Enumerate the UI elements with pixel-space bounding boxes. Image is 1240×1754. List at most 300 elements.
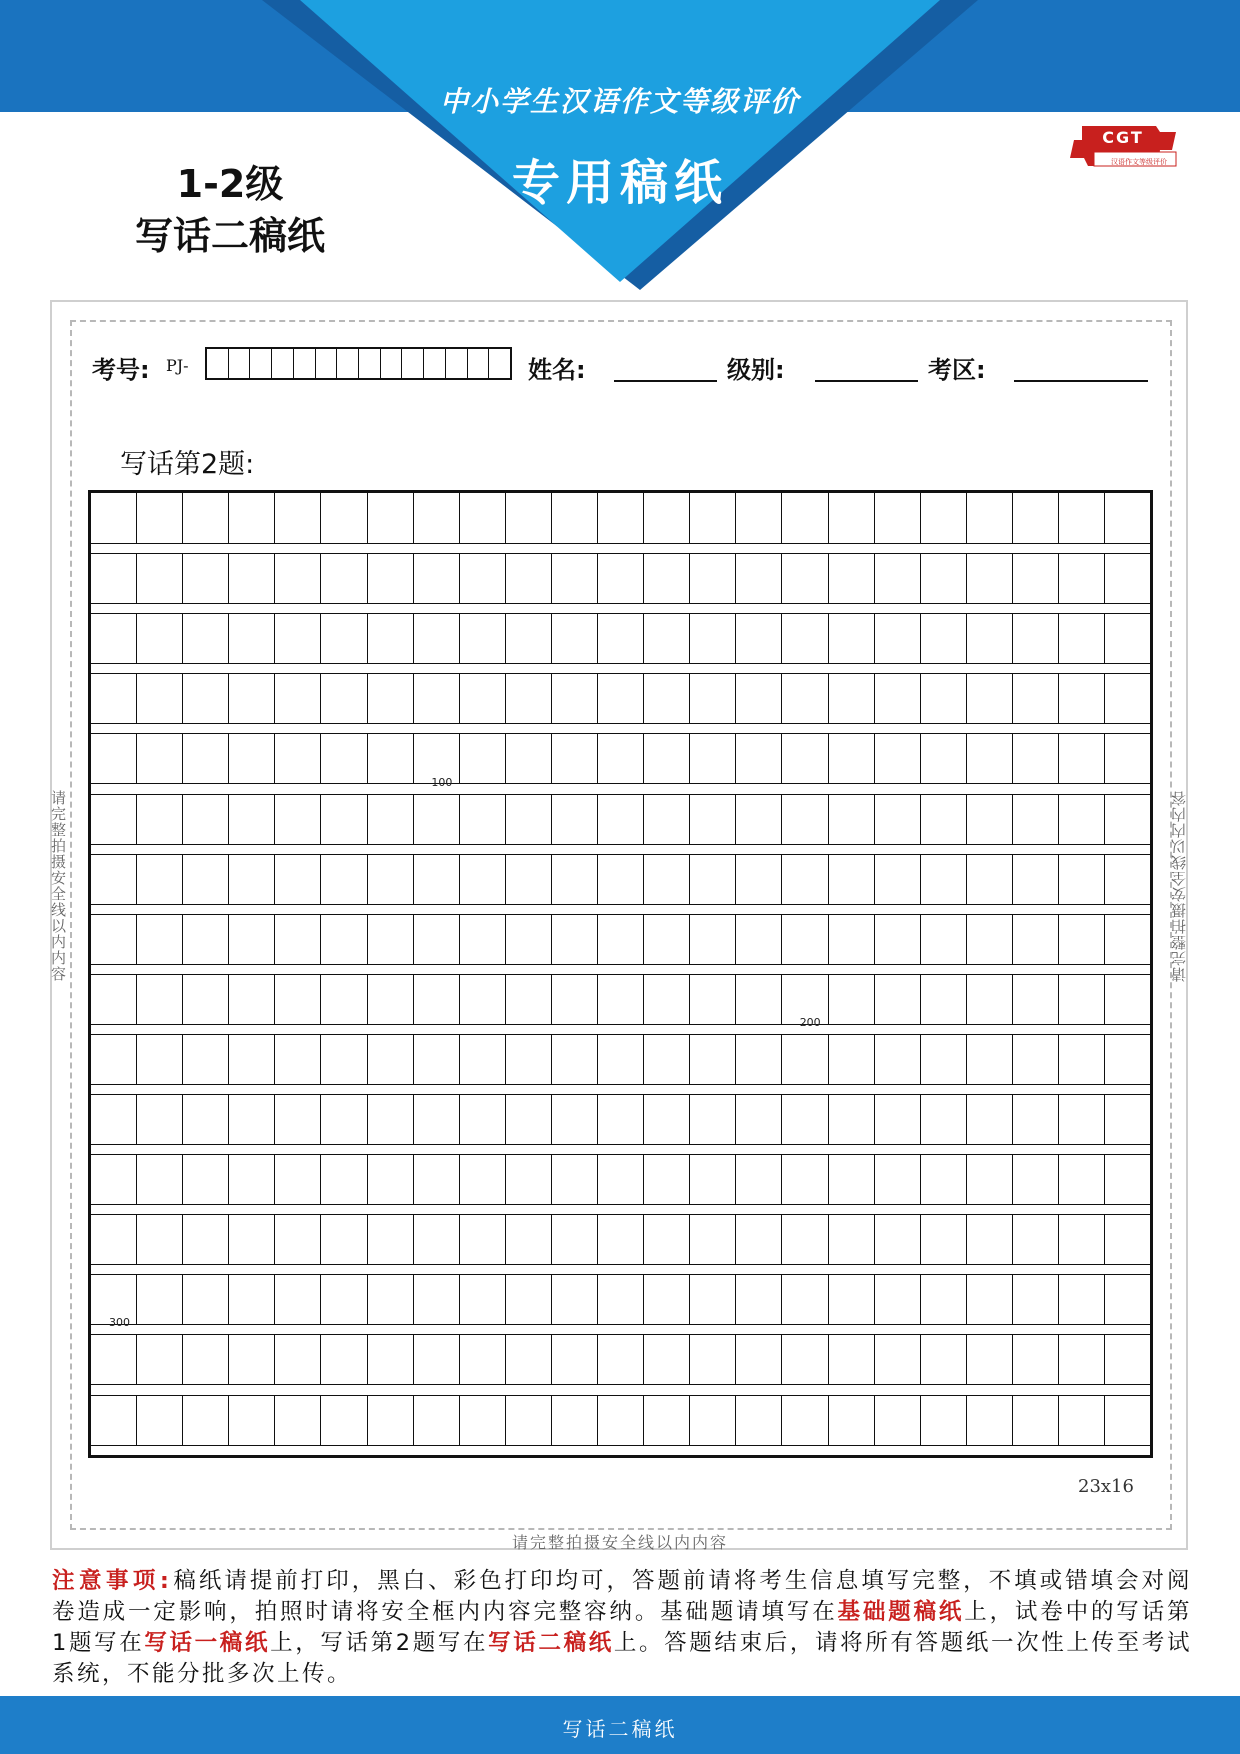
grid-cell[interactable] — [460, 1095, 506, 1144]
grid-cell[interactable] — [598, 554, 644, 603]
grid-cell[interactable] — [506, 493, 552, 543]
grid-cell[interactable] — [598, 1335, 644, 1384]
grid-cell[interactable] — [183, 975, 229, 1024]
grid-cell[interactable] — [414, 1275, 460, 1324]
grid-cell[interactable] — [229, 975, 275, 1024]
grid-cell[interactable] — [1013, 1335, 1059, 1384]
grid-cell[interactable] — [598, 674, 644, 723]
grid-cell[interactable] — [1013, 614, 1059, 663]
grid-cell[interactable] — [690, 1335, 736, 1384]
grid-cell[interactable] — [1013, 674, 1059, 723]
grid-cell[interactable] — [460, 554, 506, 603]
grid-cell[interactable] — [229, 1215, 275, 1264]
grid-cell[interactable] — [368, 1035, 414, 1084]
grid-cell[interactable] — [875, 614, 921, 663]
grid-cell[interactable] — [414, 915, 460, 964]
grid-cell[interactable] — [321, 1035, 367, 1084]
grid-cell[interactable] — [460, 674, 506, 723]
grid-cell[interactable] — [460, 734, 506, 783]
grid-cell[interactable] — [1105, 674, 1150, 723]
grid-cell[interactable] — [183, 493, 229, 543]
grid-cell[interactable] — [644, 734, 690, 783]
grid-cell[interactable] — [644, 855, 690, 904]
grid-cell[interactable] — [321, 493, 367, 543]
grid-cell[interactable] — [921, 734, 967, 783]
writing-grid[interactable] — [88, 490, 1153, 1458]
grid-cell[interactable] — [229, 855, 275, 904]
grid-cell[interactable] — [690, 614, 736, 663]
grid-cell[interactable] — [967, 1335, 1013, 1384]
grid-cell[interactable] — [921, 1275, 967, 1324]
grid-cell[interactable] — [967, 493, 1013, 543]
grid-cell[interactable] — [275, 734, 321, 783]
grade-field[interactable] — [815, 380, 918, 382]
grid-cell[interactable] — [506, 915, 552, 964]
grid-cell[interactable] — [552, 614, 598, 663]
grid-cell[interactable] — [137, 1155, 183, 1204]
grid-cell[interactable] — [1013, 554, 1059, 603]
grid-cell[interactable] — [598, 734, 644, 783]
grid-cell[interactable] — [1105, 734, 1150, 783]
name-field[interactable] — [614, 380, 717, 382]
grid-cell[interactable] — [368, 493, 414, 543]
grid-cell[interactable] — [552, 493, 598, 543]
grid-cell[interactable] — [690, 915, 736, 964]
grid-cell[interactable] — [321, 1095, 367, 1144]
grid-cell[interactable] — [506, 1215, 552, 1264]
grid-cell[interactable] — [506, 554, 552, 603]
district-field[interactable] — [1014, 380, 1148, 382]
grid-cell[interactable] — [644, 1275, 690, 1324]
grid-cell[interactable] — [460, 1396, 506, 1445]
grid-cell[interactable] — [460, 795, 506, 844]
grid-cell[interactable] — [736, 855, 782, 904]
grid-cell[interactable] — [183, 734, 229, 783]
grid-cell[interactable] — [736, 674, 782, 723]
grid-cell[interactable] — [414, 1215, 460, 1264]
grid-cell[interactable] — [829, 1155, 875, 1204]
grid-cell[interactable] — [229, 1035, 275, 1084]
grid-cell[interactable] — [460, 1275, 506, 1324]
grid-cell[interactable] — [829, 1215, 875, 1264]
grid-cell[interactable] — [1105, 1155, 1150, 1204]
grid-cell[interactable] — [414, 554, 460, 603]
grid-cell[interactable] — [183, 554, 229, 603]
grid-cell[interactable] — [183, 1335, 229, 1384]
grid-cell[interactable] — [782, 734, 828, 783]
grid-cell[interactable] — [1059, 1155, 1105, 1204]
grid-cell[interactable] — [183, 855, 229, 904]
grid-cell[interactable] — [736, 1215, 782, 1264]
grid-cell[interactable] — [1059, 614, 1105, 663]
grid-cell[interactable] — [137, 554, 183, 603]
grid-cell[interactable] — [967, 1155, 1013, 1204]
grid-cell[interactable] — [91, 1155, 137, 1204]
grid-cell[interactable] — [690, 1275, 736, 1324]
grid-cell[interactable] — [229, 734, 275, 783]
grid-cell[interactable] — [921, 1396, 967, 1445]
grid-cell[interactable] — [644, 1396, 690, 1445]
grid-cell[interactable] — [506, 734, 552, 783]
exam-number-digit-box[interactable] — [381, 349, 403, 378]
grid-cell[interactable] — [91, 975, 137, 1024]
grid-cell[interactable] — [414, 855, 460, 904]
exam-number-digit-box[interactable] — [337, 349, 359, 378]
grid-cell[interactable] — [1059, 855, 1105, 904]
grid-cell[interactable] — [460, 614, 506, 663]
grid-cell[interactable] — [782, 1275, 828, 1324]
grid-cell[interactable] — [506, 975, 552, 1024]
grid-cell[interactable] — [782, 1095, 828, 1144]
grid-cell[interactable] — [1059, 674, 1105, 723]
grid-cell[interactable] — [275, 493, 321, 543]
exam-number-digit-box[interactable] — [250, 349, 272, 378]
exam-number-digit-box[interactable] — [272, 349, 294, 378]
grid-cell[interactable] — [460, 1155, 506, 1204]
grid-cell[interactable] — [552, 554, 598, 603]
grid-cell[interactable] — [414, 493, 460, 543]
grid-cell[interactable] — [644, 1035, 690, 1084]
grid-cell[interactable] — [552, 975, 598, 1024]
grid-cell[interactable] — [368, 674, 414, 723]
grid-cell[interactable] — [552, 734, 598, 783]
grid-cell[interactable] — [91, 1335, 137, 1384]
grid-cell[interactable] — [137, 1035, 183, 1084]
grid-cell[interactable] — [91, 674, 137, 723]
grid-cell[interactable] — [875, 554, 921, 603]
grid-cell[interactable] — [1013, 1396, 1059, 1445]
grid-cell[interactable] — [137, 1396, 183, 1445]
grid-cell[interactable] — [598, 1155, 644, 1204]
grid-cell[interactable] — [690, 493, 736, 543]
grid-cell[interactable] — [91, 1215, 137, 1264]
grid-cell[interactable] — [921, 1215, 967, 1264]
grid-cell[interactable] — [229, 1155, 275, 1204]
grid-cell[interactable] — [183, 1215, 229, 1264]
grid-cell[interactable] — [1013, 1275, 1059, 1324]
grid-cell[interactable] — [414, 674, 460, 723]
grid-cell[interactable] — [229, 1396, 275, 1445]
grid-cell[interactable] — [229, 1335, 275, 1384]
grid-cell[interactable] — [875, 975, 921, 1024]
grid-cell[interactable] — [229, 1275, 275, 1324]
exam-number-digit-box[interactable] — [207, 349, 229, 378]
grid-cell[interactable] — [690, 855, 736, 904]
grid-cell[interactable] — [875, 1396, 921, 1445]
grid-cell[interactable] — [921, 1035, 967, 1084]
grid-cell[interactable] — [506, 614, 552, 663]
grid-cell[interactable] — [782, 795, 828, 844]
grid-cell[interactable] — [644, 1215, 690, 1264]
grid-cell[interactable] — [368, 1275, 414, 1324]
grid-cell[interactable] — [183, 1095, 229, 1144]
grid-cell[interactable] — [552, 1155, 598, 1204]
grid-cell[interactable] — [552, 855, 598, 904]
grid-cell[interactable] — [275, 1035, 321, 1084]
grid-cell[interactable] — [829, 554, 875, 603]
grid-cell[interactable] — [321, 674, 367, 723]
grid-cell[interactable] — [506, 855, 552, 904]
grid-cell[interactable] — [183, 1275, 229, 1324]
grid-cell[interactable] — [229, 674, 275, 723]
grid-cell[interactable] — [368, 975, 414, 1024]
grid-cell[interactable] — [275, 614, 321, 663]
grid-cell[interactable] — [229, 493, 275, 543]
grid-cell[interactable] — [782, 1035, 828, 1084]
grid-cell[interactable] — [275, 674, 321, 723]
grid-cell[interactable] — [321, 1396, 367, 1445]
grid-cell[interactable] — [1059, 795, 1105, 844]
grid-cell[interactable] — [736, 1396, 782, 1445]
grid-cell[interactable] — [736, 1035, 782, 1084]
grid-cell[interactable] — [368, 554, 414, 603]
grid-cell[interactable] — [1013, 1035, 1059, 1084]
grid-cell[interactable] — [275, 915, 321, 964]
grid-cell[interactable] — [690, 554, 736, 603]
grid-cell[interactable] — [229, 554, 275, 603]
grid-cell[interactable] — [137, 734, 183, 783]
grid-cell[interactable] — [921, 1095, 967, 1144]
grid-cell[interactable] — [829, 734, 875, 783]
grid-cell[interactable] — [736, 1275, 782, 1324]
grid-cell[interactable] — [921, 975, 967, 1024]
grid-cell[interactable] — [644, 554, 690, 603]
grid-cell[interactable] — [921, 795, 967, 844]
grid-cell[interactable] — [644, 1335, 690, 1384]
grid-cell[interactable] — [1013, 975, 1059, 1024]
grid-cell[interactable] — [91, 915, 137, 964]
grid-cell[interactable] — [690, 1396, 736, 1445]
exam-number-digit-box[interactable] — [402, 349, 424, 378]
grid-cell[interactable] — [183, 614, 229, 663]
grid-cell[interactable] — [1059, 1335, 1105, 1384]
grid-cell[interactable] — [875, 1215, 921, 1264]
grid-cell[interactable] — [690, 795, 736, 844]
grid-cell[interactable] — [91, 1396, 137, 1445]
grid-cell[interactable] — [782, 674, 828, 723]
grid-cell[interactable] — [506, 674, 552, 723]
grid-cell[interactable] — [275, 975, 321, 1024]
grid-cell[interactable] — [275, 1155, 321, 1204]
grid-cell[interactable] — [506, 1155, 552, 1204]
grid-cell[interactable] — [829, 614, 875, 663]
grid-cell[interactable] — [921, 493, 967, 543]
grid-cell[interactable] — [552, 674, 598, 723]
grid-cell[interactable] — [275, 855, 321, 904]
grid-cell[interactable] — [736, 614, 782, 663]
grid-cell[interactable] — [736, 493, 782, 543]
grid-cell[interactable] — [875, 1335, 921, 1384]
grid-cell[interactable] — [414, 1396, 460, 1445]
grid-cell[interactable] — [1105, 1275, 1150, 1324]
grid-cell[interactable] — [460, 975, 506, 1024]
grid-cell[interactable] — [829, 1275, 875, 1324]
grid-cell[interactable] — [414, 1335, 460, 1384]
grid-cell[interactable] — [552, 1215, 598, 1264]
grid-cell[interactable] — [1059, 1215, 1105, 1264]
grid-cell[interactable] — [736, 554, 782, 603]
exam-number-digit-box[interactable] — [446, 349, 468, 378]
grid-cell[interactable] — [1105, 975, 1150, 1024]
grid-cell[interactable] — [875, 1275, 921, 1324]
grid-cell[interactable] — [506, 1335, 552, 1384]
grid-cell[interactable] — [368, 614, 414, 663]
grid-cell[interactable] — [598, 975, 644, 1024]
grid-cell[interactable] — [967, 855, 1013, 904]
exam-number-digit-box[interactable] — [424, 349, 446, 378]
grid-cell[interactable] — [644, 493, 690, 543]
grid-cell[interactable] — [875, 1035, 921, 1084]
grid-cell[interactable] — [368, 915, 414, 964]
grid-cell[interactable] — [321, 1275, 367, 1324]
grid-cell[interactable] — [967, 674, 1013, 723]
grid-cell[interactable] — [1013, 1155, 1059, 1204]
grid-cell[interactable] — [921, 1155, 967, 1204]
grid-cell[interactable] — [506, 1035, 552, 1084]
grid-cell[interactable] — [690, 1215, 736, 1264]
grid-cell[interactable] — [644, 1155, 690, 1204]
grid-cell[interactable] — [1059, 1095, 1105, 1144]
grid-cell[interactable] — [183, 674, 229, 723]
grid-cell[interactable] — [460, 1215, 506, 1264]
grid-cell[interactable] — [921, 915, 967, 964]
grid-cell[interactable] — [506, 1095, 552, 1144]
grid-cell[interactable] — [1013, 855, 1059, 904]
grid-cell[interactable] — [137, 975, 183, 1024]
grid-cell[interactable] — [1105, 1095, 1150, 1144]
grid-cell[interactable] — [829, 915, 875, 964]
grid-cell[interactable] — [552, 1335, 598, 1384]
grid-cell[interactable] — [782, 1155, 828, 1204]
grid-cell[interactable] — [644, 1095, 690, 1144]
grid-cell[interactable] — [229, 1095, 275, 1144]
grid-cell[interactable] — [91, 554, 137, 603]
grid-cell[interactable] — [736, 975, 782, 1024]
grid-cell[interactable] — [967, 1095, 1013, 1144]
exam-number-digit-box[interactable] — [489, 349, 510, 378]
grid-cell[interactable] — [137, 1275, 183, 1324]
grid-cell[interactable] — [137, 795, 183, 844]
exam-number-digit-box[interactable] — [468, 349, 490, 378]
grid-cell[interactable] — [321, 855, 367, 904]
grid-cell[interactable] — [690, 1035, 736, 1084]
grid-cell[interactable] — [967, 1275, 1013, 1324]
exam-number-digit-box[interactable] — [229, 349, 251, 378]
grid-cell[interactable] — [229, 614, 275, 663]
grid-cell[interactable] — [506, 1396, 552, 1445]
grid-cell[interactable] — [321, 1335, 367, 1384]
exam-number-boxes[interactable] — [205, 347, 512, 380]
grid-cell[interactable] — [598, 1035, 644, 1084]
exam-number-digit-box[interactable] — [316, 349, 338, 378]
grid-cell[interactable] — [644, 795, 690, 844]
grid-cell[interactable] — [1059, 1275, 1105, 1324]
grid-cell[interactable] — [137, 614, 183, 663]
grid-cell[interactable] — [1013, 734, 1059, 783]
grid-cell[interactable] — [690, 975, 736, 1024]
grid-cell[interactable] — [967, 795, 1013, 844]
grid-cell[interactable] — [967, 975, 1013, 1024]
grid-cell[interactable] — [368, 1155, 414, 1204]
grid-cell[interactable] — [275, 1335, 321, 1384]
grid-cell[interactable] — [736, 795, 782, 844]
grid-cell[interactable] — [1105, 1396, 1150, 1445]
grid-cell[interactable] — [1105, 855, 1150, 904]
grid-cell[interactable] — [91, 614, 137, 663]
grid-cell[interactable] — [921, 614, 967, 663]
grid-cell[interactable] — [321, 734, 367, 783]
grid-cell[interactable] — [229, 795, 275, 844]
grid-cell[interactable] — [598, 614, 644, 663]
grid-cell[interactable] — [782, 554, 828, 603]
grid-cell[interactable] — [829, 975, 875, 1024]
grid-cell[interactable] — [690, 734, 736, 783]
grid-cell[interactable] — [275, 1396, 321, 1445]
grid-cell[interactable] — [690, 1155, 736, 1204]
grid-cell[interactable] — [736, 915, 782, 964]
grid-cell[interactable] — [229, 915, 275, 964]
grid-cell[interactable] — [598, 1275, 644, 1324]
grid-cell[interactable] — [321, 795, 367, 844]
grid-cell[interactable] — [368, 855, 414, 904]
grid-cell[interactable] — [414, 795, 460, 844]
grid-cell[interactable] — [1013, 1095, 1059, 1144]
grid-cell[interactable] — [598, 1215, 644, 1264]
grid-cell[interactable] — [598, 1095, 644, 1144]
grid-cell[interactable] — [875, 674, 921, 723]
grid-cell[interactable] — [460, 855, 506, 904]
grid-cell[interactable] — [1013, 795, 1059, 844]
grid-cell[interactable] — [875, 795, 921, 844]
grid-cell[interactable] — [137, 1335, 183, 1384]
grid-cell[interactable] — [875, 855, 921, 904]
grid-cell[interactable] — [967, 554, 1013, 603]
grid-cell[interactable] — [782, 855, 828, 904]
grid-cell[interactable] — [137, 493, 183, 543]
grid-cell[interactable] — [137, 674, 183, 723]
grid-cell[interactable] — [183, 1035, 229, 1084]
grid-cell[interactable] — [598, 493, 644, 543]
grid-cell[interactable] — [183, 1396, 229, 1445]
grid-cell[interactable] — [321, 614, 367, 663]
grid-cell[interactable] — [460, 493, 506, 543]
grid-cell[interactable] — [782, 1335, 828, 1384]
grid-cell[interactable] — [414, 1155, 460, 1204]
grid-cell[interactable] — [460, 1035, 506, 1084]
grid-cell[interactable] — [782, 1215, 828, 1264]
grid-cell[interactable] — [1105, 1215, 1150, 1264]
grid-cell[interactable] — [414, 614, 460, 663]
grid-cell[interactable] — [321, 915, 367, 964]
grid-cell[interactable] — [275, 554, 321, 603]
grid-cell[interactable] — [368, 734, 414, 783]
grid-cell[interactable] — [875, 734, 921, 783]
grid-cell[interactable] — [1105, 614, 1150, 663]
grid-cell[interactable] — [91, 795, 137, 844]
grid-cell[interactable] — [91, 734, 137, 783]
grid-cell[interactable] — [368, 1095, 414, 1144]
grid-cell[interactable] — [644, 614, 690, 663]
grid-cell[interactable] — [137, 1215, 183, 1264]
grid-cell[interactable] — [967, 915, 1013, 964]
grid-cell[interactable] — [598, 795, 644, 844]
grid-cell[interactable] — [1105, 493, 1150, 543]
grid-cell[interactable] — [552, 915, 598, 964]
grid-cell[interactable] — [1013, 493, 1059, 543]
grid-cell[interactable] — [137, 855, 183, 904]
grid-cell[interactable] — [967, 1035, 1013, 1084]
grid-cell[interactable] — [368, 795, 414, 844]
